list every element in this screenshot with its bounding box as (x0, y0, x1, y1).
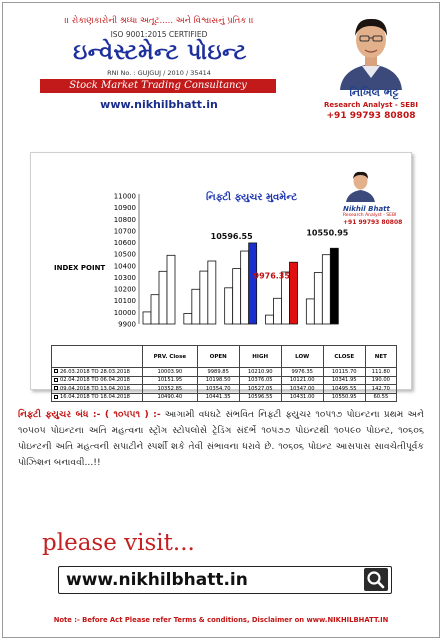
bar-close-s4 (330, 248, 338, 324)
table-cell: 60.55 (365, 393, 396, 402)
x-tick-label: HIGH (239, 346, 281, 368)
table-cell: 111.80 (365, 368, 396, 377)
bar-open-s2 (192, 289, 200, 324)
bar-open-s4 (208, 261, 216, 324)
bar-prv-close-s3 (159, 271, 167, 324)
series-label (52, 376, 143, 385)
bar-high-s2 (233, 269, 241, 324)
legend-swatch (54, 369, 58, 373)
bar-close-s3 (322, 255, 330, 324)
table-cell: 10115.70 (323, 368, 365, 377)
bar-low-s1 (266, 315, 274, 324)
table-cell: 10490.40 (143, 393, 198, 402)
commentary-body: આગામી વધઘટે સંભવિત નિફ્ટી ફ્યુચર ૧૦૫૧૭ પોઇન્ટના પ્રથમ અને ૧૦૫૦૫ પોઇન્ટના અતિ મહત્વના સ્ટ્રોંગ સ્ટોપલોસે ટ્રેડિંગ સંદર્ભે ૧૦૫૭૭ પોઇન્ટથી ૧૦૫૯૦ પોઇન્ટ, ૧૦૬૦૬ પોઇન્ટની અતિ મહત્વની સપાટીને સ્પર્શી શકે તેવી સંભાવના ધરાવે છે. ૧૦૬૦૬ પોઇન્ટ આસપાસ સાવચેતીપૂર્વક પોઝિશન બનાવવી...!! (18, 409, 424, 468)
tagline: ।। રોકાણકારોની શ્રધ્ધા અતૂટ..... અને વિશ્વાસનું પ્રતિક ।। (64, 16, 254, 26)
y-tick-label: 10500 (113, 250, 136, 259)
data-table (51, 345, 397, 402)
y-tick-label: 10100 (113, 297, 136, 306)
table-cell: 10352.85 (143, 385, 198, 394)
table-cell: 10431.00 (281, 393, 323, 402)
x-tick-label: OPEN (197, 346, 239, 368)
analyst-role-small: Research Analyst - SEBI (343, 213, 397, 218)
legend-swatch (54, 386, 58, 390)
bar-prv-close-s2 (151, 295, 159, 324)
table-cell: 10198.50 (197, 376, 239, 385)
y-axis-label: INDEX POINT (54, 264, 106, 272)
table-cell: 9976.35 (281, 368, 323, 377)
analyst-name: નિખિલ ભટ્ટ (349, 86, 399, 99)
website-link-top[interactable]: www.nikhilbhatt.in (100, 98, 218, 111)
table-cell: 10354.70 (197, 385, 239, 394)
market-commentary (18, 407, 424, 471)
please-visit-text: please visit... (42, 530, 195, 556)
rni-number: RNI No. : GUJGUJ / 2010 / 35414 (107, 69, 211, 77)
table-cell: 10003.90 (143, 368, 198, 377)
table-cell: 142.70 (365, 385, 396, 394)
y-tick-label: 10000 (113, 308, 136, 317)
table-corner-cell (52, 346, 143, 368)
bar-high-s1 (225, 288, 233, 324)
table-cell: 10441.35 (197, 393, 239, 402)
x-tick-label: PRV. Close (143, 346, 198, 368)
y-tick-label: 10800 (113, 215, 136, 224)
iso-certification: ISO 9001:2015 CERTIFIED (110, 30, 208, 39)
table-row (52, 393, 397, 402)
analyst-name-small: Nikhil Bhatt (343, 205, 390, 213)
analyst-phone-small: +91 99793 80808 (343, 219, 403, 226)
table-cell: 10151.95 (143, 376, 198, 385)
bar-prv-close-s4 (167, 255, 175, 324)
analyst-role: Research Analyst - SEBI (324, 101, 418, 109)
bar-close-s2 (314, 273, 322, 324)
bar-high-s4 (249, 243, 257, 324)
table-cell: 10347.00 (281, 385, 323, 394)
table-cell: 9989.85 (197, 368, 239, 377)
annotation-close: 10550.95 (306, 228, 349, 238)
url-text[interactable]: www.nikhilbhatt.in (66, 570, 248, 590)
table-cell: 10550.95 (323, 393, 365, 402)
y-tick-label: 9900 (118, 320, 136, 329)
annotation-high: 10596.55 (210, 231, 253, 241)
legend-swatch (54, 378, 58, 382)
y-tick-label: 10600 (113, 239, 136, 248)
bar-open-s1 (184, 314, 192, 324)
y-tick-label: 11000 (113, 192, 136, 201)
y-tick-label: 10700 (113, 227, 136, 236)
series-label (52, 385, 143, 394)
series-label (52, 368, 143, 377)
consultancy-banner: Stock Market Trading Consultancy (40, 79, 276, 93)
bar-high-s3 (241, 251, 249, 324)
bar-prv-close-s1 (143, 312, 151, 324)
y-tick-label: 10200 (113, 285, 136, 294)
search-icon (364, 568, 388, 591)
series-name: 16.04.2018 TO 18.04.2018 (60, 394, 130, 401)
x-tick-label: LOW (281, 346, 323, 368)
disclaimer-note: Note :- Before Act Please refer Terms & conditions, Disclaimer on www.NIKHILBHATT.IN (53, 616, 389, 624)
table-cell: 10376.05 (239, 376, 281, 385)
annotation-low: 9976.35 (253, 271, 290, 281)
table-cell: 10210.90 (239, 368, 281, 377)
series-name: 02.04.2018 TO 06.04.2018 (60, 377, 130, 384)
table-row (52, 368, 397, 377)
analyst-phone: +91 99793 80808 (326, 111, 416, 121)
table-header-row (52, 346, 397, 368)
x-tick-label: CLOSE (323, 346, 365, 368)
x-tick-label: NET (365, 346, 396, 368)
series-name: 09.04.2018 TO 13.04.2018 (60, 385, 130, 392)
bar-low-s4 (290, 262, 298, 324)
series-label (52, 393, 143, 402)
table-cell: 10121.00 (281, 376, 323, 385)
legend-swatch (54, 395, 58, 399)
series-name: 26.03.2018 TO 28.03.2018 (60, 368, 130, 375)
table-cell: 190.00 (365, 376, 396, 385)
table-cell: 10341.95 (323, 376, 365, 385)
bar-open-s3 (200, 271, 208, 324)
y-tick-label: 10900 (113, 204, 136, 213)
commentary-highlight: નિફ્ટી ફ્યુચર બંધ :- ( ૧૦૫૫૧ ) :- (18, 409, 161, 420)
search-button[interactable] (364, 568, 388, 591)
chart-title: નિફ્ટી ફ્યુચર મુવમેન્ટ (206, 192, 298, 203)
brand-logo-text: ઇન્વેસ્ટમેન્ટ પોઇન્ટ (73, 40, 247, 65)
bar-low-s2 (274, 298, 282, 324)
y-tick-label: 10300 (113, 273, 136, 282)
table-cell: 10527.05 (239, 385, 281, 394)
table-cell: 10596.55 (239, 393, 281, 402)
table-row (52, 385, 397, 394)
table-cell: 10495.55 (323, 385, 365, 394)
table-row (52, 376, 397, 385)
bar-close-s1 (306, 299, 314, 324)
y-tick-label: 10400 (113, 262, 136, 271)
